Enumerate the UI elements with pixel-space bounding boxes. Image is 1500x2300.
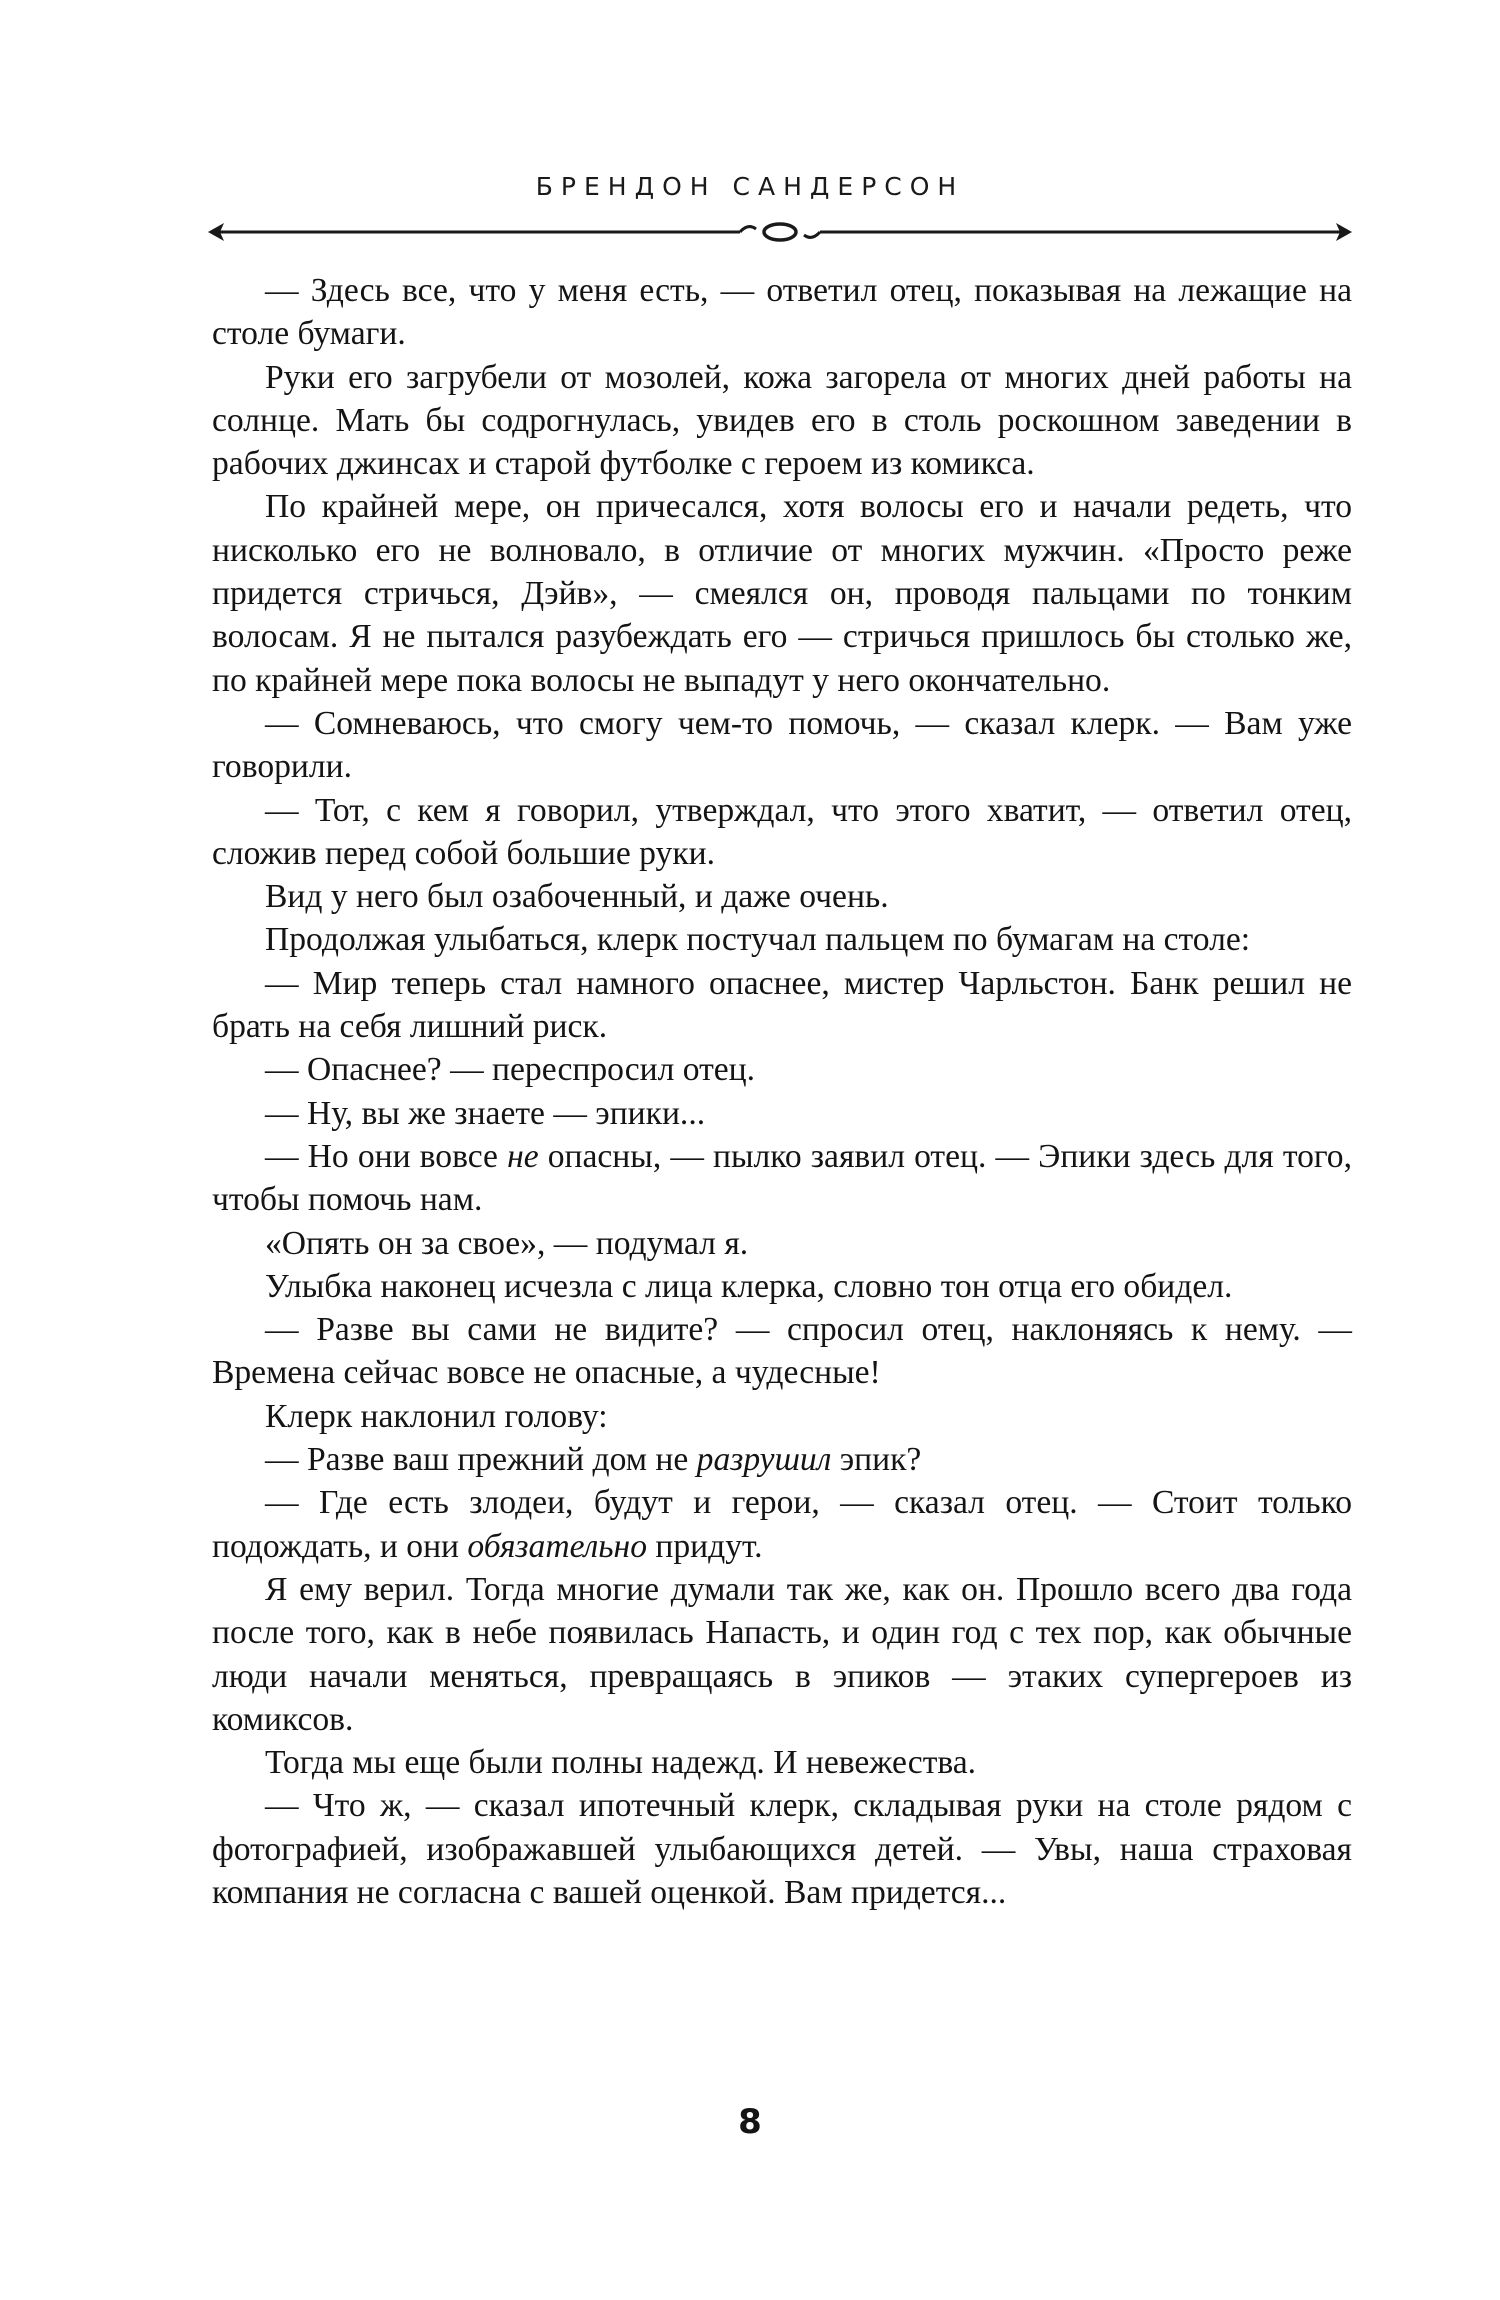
text-run: придут. [647, 1527, 763, 1565]
text-run: — Где есть злодеи, будут и герои, — сказал отец. — Стоит только подождать, и они [212, 1484, 1352, 1565]
text-run: Руки его загрубели от мозолей, кожа загорела от многих дней работы на солнце. Мать бы содрогнулась, увидев его в столь роскошном заведении в рабочих джинсах и старой футболке с героем из комикса. [212, 358, 1352, 483]
text-run: — Что ж, — сказал ипотечный клерк, складывая руки на столе рядом с фотографией, изображавшей улыбающихся детей. — Увы, наша страховая компания не согласна с вашей оценкой. Вам придется... [212, 1787, 1352, 1911]
text-run: Вид у него был озабоченный, и даже очень. [265, 878, 889, 916]
paragraph [212, 1784, 1352, 1914]
text-run: — Опаснее? — переспросил отец. [265, 1051, 756, 1089]
text-run: — Мир теперь стал намного опаснее, мистер Чарльстон. Банк решил не брать на себя лишний риск. [212, 964, 1352, 1046]
text-run: опасны, — пылко заявил отец. — Эпики здесь для того, чтобы помочь нам. [212, 1137, 1352, 1219]
text-run: Клерк наклонил голову: [265, 1397, 608, 1435]
text-run: — Но они вовсе [265, 1137, 508, 1175]
paragraph [212, 269, 1352, 356]
paragraph [212, 1741, 1352, 1784]
paragraph [212, 1308, 1352, 1395]
paragraph [212, 1265, 1352, 1308]
paragraph [212, 789, 1352, 876]
emphasis-text: обязательно [467, 1527, 648, 1565]
text-run: — Здесь все, что у меня есть, — ответил отец, показывая на лежащие на столе бумаги. [212, 272, 1352, 353]
text-run: — Ну, вы же знаете — эпики... [265, 1094, 706, 1132]
paragraph [212, 702, 1352, 789]
body-text [212, 269, 1352, 1914]
text-run: «Опять он за свое», — подумал я. [265, 1224, 749, 1262]
paragraph [212, 1092, 1352, 1135]
text-run: Улыбка наконец исчезла с лица клерка, словно тон отца его обидел. [265, 1267, 1233, 1305]
text-run: Продолжая улыбаться, клерк постучал пальцем по бумагам на столе: [265, 921, 1251, 959]
text-run: эпик? [831, 1441, 922, 1479]
text-run: — Разве вы сами не видите? — спросил отец, наклоняясь к нему. — Времена сейчас вовсе не опасные, а чудесные! [212, 1311, 1352, 1392]
paragraph [212, 1135, 1352, 1222]
emphasis-text: разрушил [696, 1441, 832, 1479]
text-run: — Тот, с кем я говорил, утверждал, что этого хватит, — ответил отец, сложив перед собой большие руки. [212, 791, 1352, 872]
text-run: — Разве ваш прежний дом не [265, 1441, 697, 1479]
running-header-author: БРЕНДОН САНДЕРСОН [535, 172, 965, 201]
paragraph [212, 875, 1352, 918]
paragraph [212, 485, 1352, 701]
text-run: Я ему верил. Тогда многие думали так же, как он. Прошло всего два года после того, как в небе появилась Напасть, и один год с тех пор, как обычные люди начали меняться, превращаясь в эпиков — этаких супергероев из комиксов. [212, 1570, 1352, 1738]
paragraph [212, 1048, 1352, 1091]
page-number: 8 [738, 2102, 762, 2142]
paragraph [212, 1481, 1352, 1568]
paragraph [212, 1568, 1352, 1741]
paragraph [212, 356, 1352, 486]
header-ornament-rule [208, 212, 1352, 252]
emphasis-text: не [507, 1137, 539, 1175]
paragraph [212, 962, 1352, 1049]
paragraph [212, 918, 1352, 961]
text-run: Тогда мы еще были полны надежд. И невежества. [265, 1744, 977, 1782]
paragraph [212, 1395, 1352, 1438]
paragraph [212, 1222, 1352, 1265]
text-run: — Сомневаюсь, что смогу чем-то помочь, — сказал клерк. — Вам уже говорили. [212, 704, 1352, 786]
paragraph [212, 1438, 1352, 1481]
ornament-center-emblem [740, 223, 820, 241]
text-run: По крайней мере, он причесался, хотя волосы его и начали редеть, что нисколько его не волновало, в отличие от многих мужчин. «Просто реже придется стричься, Дэйв», — смеялся он, проводя пальцами по тонким волосам. Я не пытался разубеждать его — стричься пришлось бы столько же, по крайней мере пока волосы не выпадут у него окончательно. [212, 488, 1352, 699]
